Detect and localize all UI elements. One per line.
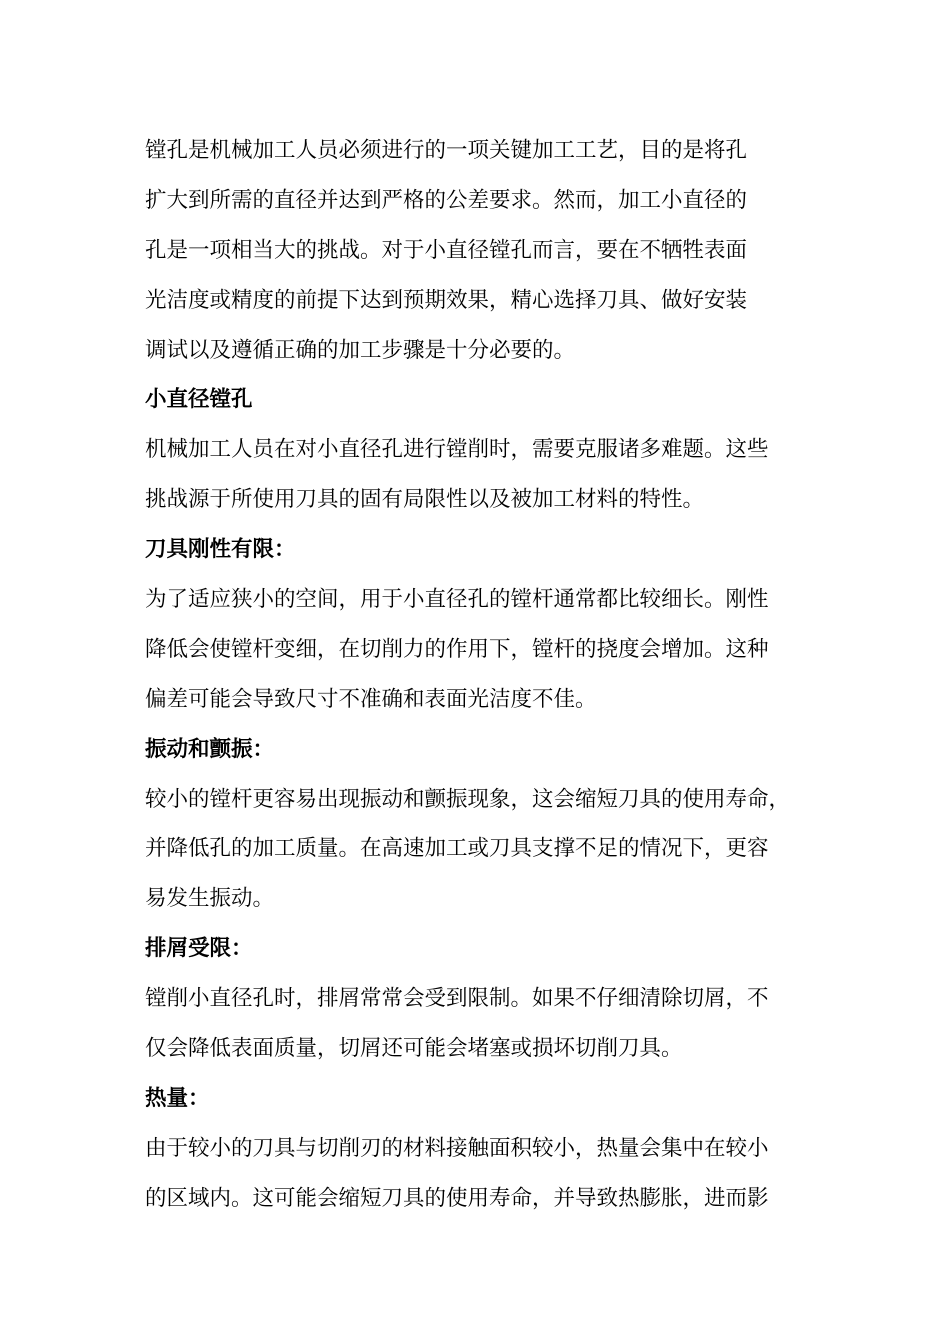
paragraph-line: 为了适应狭小的空间，用于小直径孔的镗杆通常都比较细长。刚性: [145, 587, 769, 613]
paragraph-line: 仅会降低表面质量，切屑还可能会堵塞或损坏切削刀具。: [145, 1036, 683, 1062]
paragraph-line: 调试以及遵循正确的加工步骤是十分必要的。: [145, 337, 576, 363]
paragraph-line: 机械加工人员在对小直径孔进行镗削时，需要克服诸多难题。这些: [145, 437, 769, 463]
paragraph-line: 由于较小的刀具与切削刃的材料接触面积较小，热量会集中在较小: [145, 1135, 769, 1161]
paragraph-line: 挑战源于所使用刀具的固有局限性以及被加工材料的特性。: [145, 487, 705, 513]
paragraph-line: 扩大到所需的直径并达到严格的公差要求。然而，加工小直径的: [145, 187, 748, 213]
section-heading: 振动和颤振：: [145, 736, 275, 762]
section-heading: 热量：: [145, 1085, 210, 1111]
document-body: [145, 126, 835, 1224]
section-heading: 排屑受限：: [145, 936, 253, 962]
paragraph-line: 的区域内。这可能会缩短刀具的使用寿命，并导致热膨胀，进而影: [145, 1185, 769, 1211]
paragraph-line: 镗孔是机械加工人员必须进行的一项关键加工工艺，目的是将孔: [145, 138, 748, 163]
paragraph-line: 镗削小直径孔时，排屑常常会受到限制。如果不仔细清除切屑，不: [145, 986, 769, 1012]
section-heading: 小直径镗孔: [145, 387, 253, 413]
paragraph-line: 并降低孔的加工质量。在高速加工或刀具支撑不足的情况下，更容: [145, 836, 769, 862]
section-heading: 刀具刚性有限：: [145, 537, 296, 563]
paragraph-line: 易发生振动。: [145, 886, 275, 912]
paragraph-line: 光洁度或精度的前提下达到预期效果，精心选择刀具、做好安装: [145, 287, 748, 313]
paragraph-line: 降低会使镗杆变细，在切削力的作用下，镗杆的挠度会增加。这种: [145, 636, 769, 662]
paragraph-line: 偏差可能会导致尺寸不准确和表面光洁度不佳。: [145, 686, 597, 712]
paragraph-line: 孔是一项相当大的挑战。对于小直径镗孔而言，要在不牺牲表面: [145, 237, 748, 263]
paragraph-line: 较小的镗杆更容易出现振动和颤振现象，这会缩短刀具的使用寿命，: [145, 786, 791, 812]
